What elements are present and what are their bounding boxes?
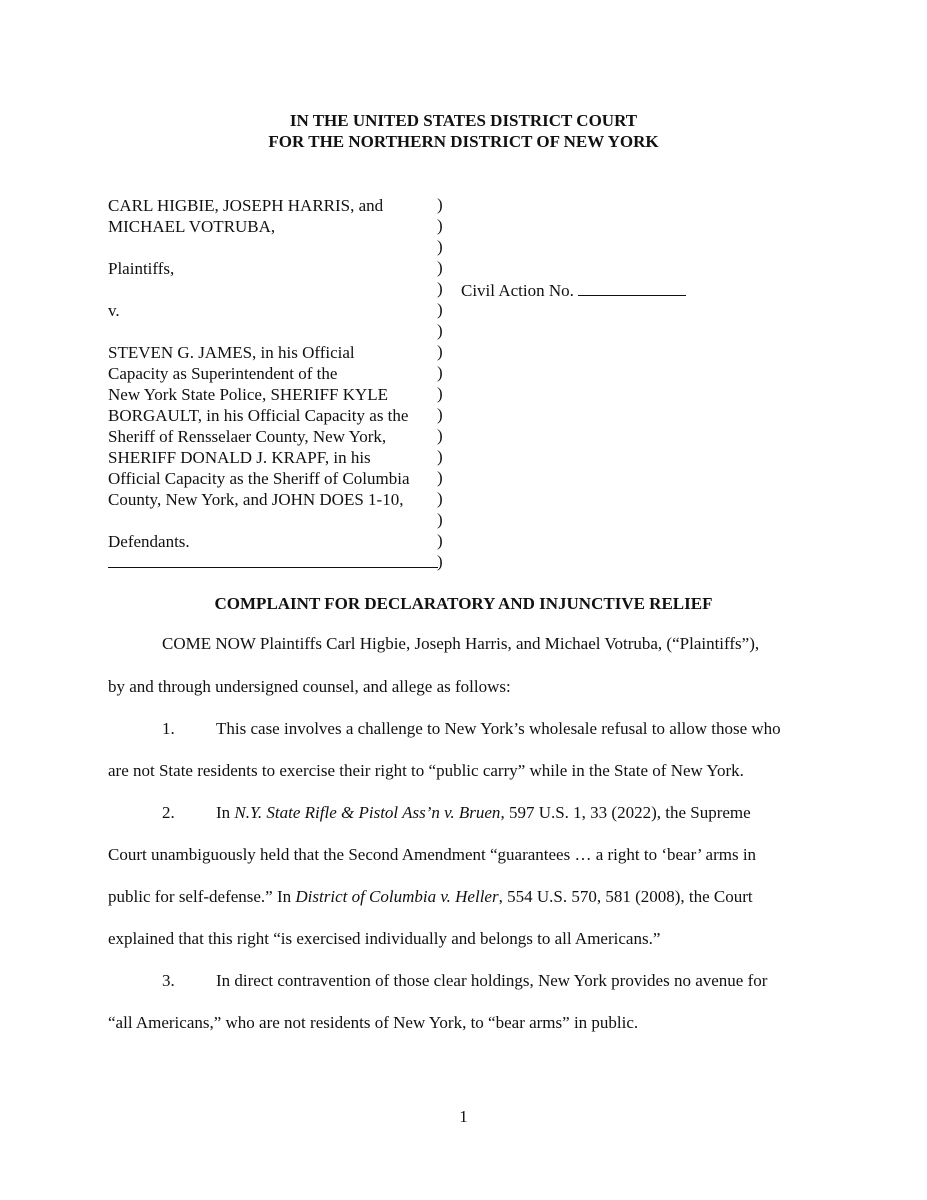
paragraph-2-line-4: explained that this right “is exercised individually and belongs to all Americans.” [108, 929, 661, 948]
caption-paren: ) [437, 552, 443, 571]
defendant-line-2: Capacity as Superintendent of the [108, 364, 338, 383]
heller-case-citation: District of Columbia v. Heller [295, 887, 499, 906]
caption-paren: ) [437, 279, 443, 298]
plaintiffs-names-line1: CARL HIGBIE, JOSEPH HARRIS, and [108, 196, 384, 215]
caption-paren: ) [437, 510, 443, 529]
paragraph-2-line-3: public for self-defense.” In District of Columbia v. Heller, 554 U.S. 570, 581 (2008), the Court [108, 887, 753, 906]
intro-line-2: by and through undersigned counsel, and allege as follows: [108, 677, 511, 696]
paragraph-3-number: 3. [162, 971, 175, 990]
defendant-line-3: New York State Police, SHERIFF KYLE [108, 385, 389, 404]
caption-paren: ) [437, 384, 443, 403]
defendant-line-8: County, New York, and JOHN DOES 1-10, [108, 490, 404, 509]
paragraph-2-line-1: In N.Y. State Rifle & Pistol Ass’n v. Bruen, 597 U.S. 1, 33 (2022), the Supreme [216, 803, 751, 822]
caption-paren: ) [437, 216, 443, 235]
court-heading-line1: IN THE UNITED STATES DISTRICT COURT [289, 111, 638, 130]
caption-paren: ) [437, 531, 443, 550]
defendants-label: Defendants. [108, 532, 190, 551]
paragraph-2-number: 2. [162, 803, 175, 822]
caption-paren: ) [437, 300, 443, 319]
caption-paren: ) [437, 237, 443, 256]
paragraph-1-number: 1. [162, 719, 175, 738]
defendant-line-4: BORGAULT, in his Official Capacity as the [108, 406, 409, 425]
caption-bottom-rule [108, 567, 438, 568]
caption-paren: ) [437, 489, 443, 508]
caption-paren: ) [437, 447, 443, 466]
paragraph-2-line-2: Court unambiguously held that the Second Amendment “guarantees … a right to ‘bear’ arms in [108, 845, 757, 864]
plaintiffs-names-line2: MICHAEL VOTRUBA, [108, 217, 276, 236]
caption-paren: ) [437, 342, 443, 361]
paragraph-3-line-2: “all Americans,” who are not residents of New York, to “bear arms” in public. [108, 1013, 639, 1032]
page-number: 1 [459, 1107, 468, 1126]
complaint-title: COMPLAINT FOR DECLARATORY AND INJUNCTIVE RELIEF [214, 594, 713, 613]
versus-label: v. [108, 301, 120, 320]
caption-paren: ) [437, 195, 443, 214]
paragraph-3-line-1: In direct contravention of those clear holdings, New York provides no avenue for [216, 971, 768, 990]
caption-paren: ) [437, 426, 443, 445]
paragraph-1-line-2: are not State residents to exercise their right to “public carry” while in the State of New York. [108, 761, 744, 780]
defendant-line-5: Sheriff of Rensselaer County, New York, [108, 427, 387, 446]
caption-paren: ) [437, 321, 443, 340]
caption-paren: ) [437, 405, 443, 424]
civil-action-blank-line [578, 279, 686, 296]
defendant-line-1: STEVEN G. JAMES, in his Official [108, 343, 355, 362]
caption-paren: ) [437, 363, 443, 382]
civil-action-label: Civil Action No. [461, 281, 574, 300]
civil-action-number [461, 279, 686, 301]
court-heading-line2: FOR THE NORTHERN DISTRICT OF NEW YORK [268, 132, 659, 151]
defendant-line-7: Official Capacity as the Sheriff of Columbia [108, 469, 410, 488]
plaintiffs-label: Plaintiffs, [108, 259, 175, 278]
paragraph-1-line-1: This case involves a challenge to New York’s wholesale refusal to allow those who [216, 719, 781, 738]
defendant-line-6: SHERIFF DONALD J. KRAPF, in his [108, 448, 371, 467]
caption-paren: ) [437, 258, 443, 277]
caption-paren: ) [437, 468, 443, 487]
intro-line-1: COME NOW Plaintiffs Carl Higbie, Joseph Harris, and Michael Votruba, (“Plaintiffs”), [162, 634, 760, 653]
bruen-case-citation: N.Y. State Rifle & Pistol Ass’n v. Bruen [234, 803, 501, 822]
